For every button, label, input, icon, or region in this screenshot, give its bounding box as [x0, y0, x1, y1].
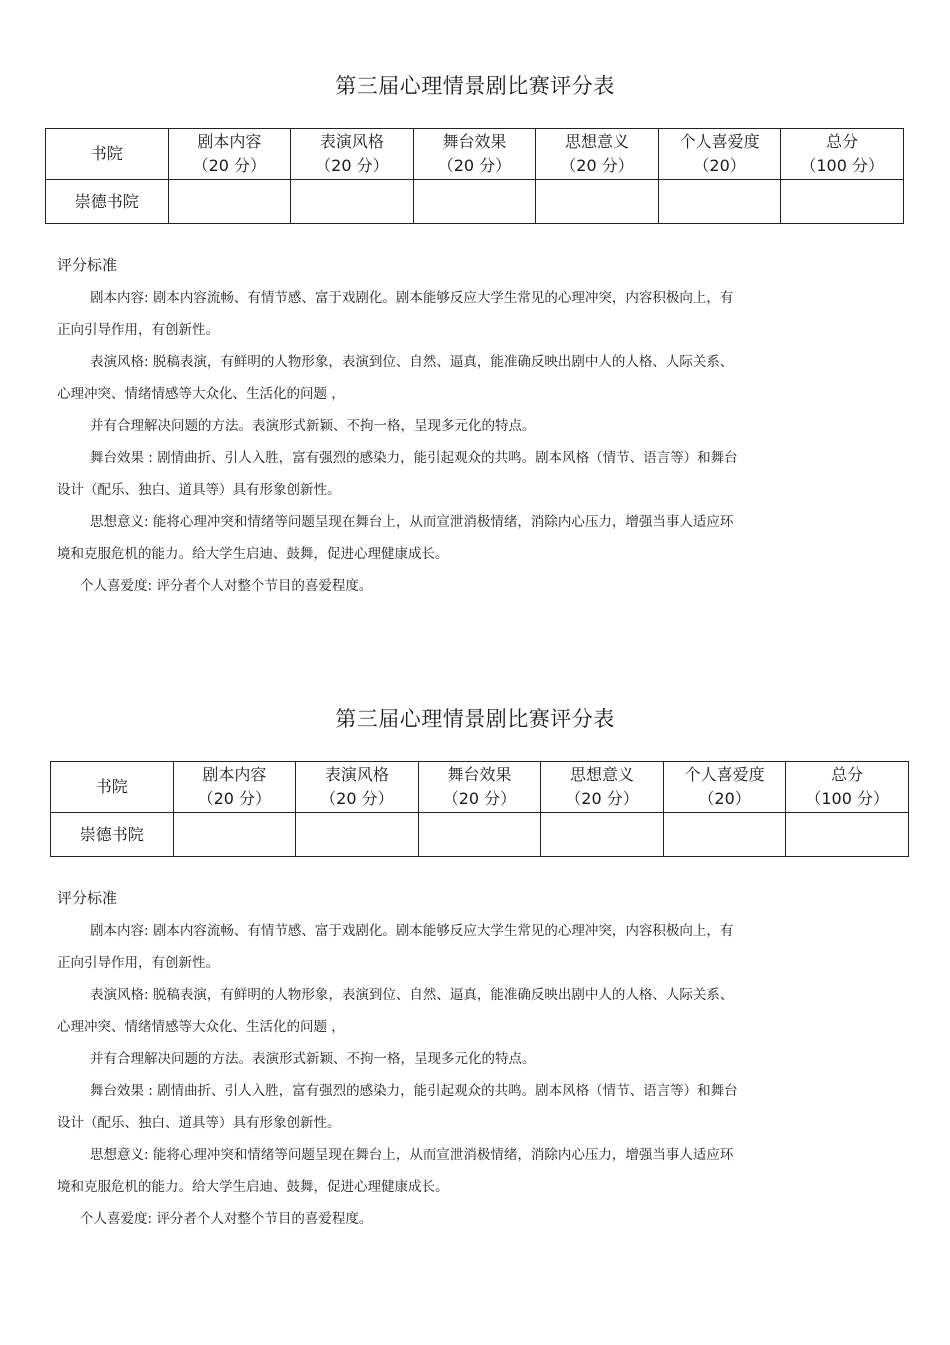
score-cell-script[interactable] [173, 813, 296, 857]
criteria-line: 正向引导作用，有创新性。 [57, 322, 219, 338]
score-cell-total[interactable] [781, 180, 904, 224]
header-meaning: 思想意义 （20 分） [536, 129, 659, 180]
score-cell-performance[interactable] [296, 813, 419, 857]
criteria-line: 表演风格: 脱稿表演，有鲜明的人物形象，表演到位、自然、逼真，能准确反映出剧中人的人格、人际关系、 [90, 987, 734, 1003]
criteria-line: 心理冲突、情绪情感等大众化、生活化的问题 ， [57, 1019, 345, 1035]
criteria-line: 并有合理解决问题的方法。表演形式新颖、不拘一格，呈现多元化的特点。 [90, 418, 536, 434]
criteria-line: 思想意义: 能将心理冲突和情绪等问题呈现在舞台上，从而宣泄消极情绪，消除内心压力，增强当事人适应环 [90, 1147, 734, 1163]
criteria-line: 心理冲突、情绪情感等大众化、生活化的问题 ， [57, 386, 345, 402]
score-cell-preference[interactable] [663, 813, 786, 857]
header-performance: 表演风格 （20 分） [291, 129, 414, 180]
header-script: 剧本内容 （20 分） [173, 762, 296, 813]
table-row [46, 180, 904, 224]
criteria-line: 剧本内容: 剧本内容流畅、有情节感、富于戏剧化。剧本能够反应大学生常见的心理冲突，内容积极向上，有 [90, 290, 734, 306]
score-cell-total[interactable] [786, 813, 909, 857]
score-cell-meaning[interactable] [541, 813, 664, 857]
header-college: 书院 [51, 762, 174, 813]
criteria-line: 个人喜爱度: 评分者个人对整个节目的喜爱程度。 [80, 578, 373, 594]
header-stage: 舞台效果 （20 分） [413, 129, 536, 180]
criteria-line: 设计（配乐、独白、道具等）具有形象创新性。 [57, 1115, 341, 1131]
criteria-line: 个人喜爱度: 评分者个人对整个节目的喜爱程度。 [80, 1211, 373, 1227]
table-header-row [51, 762, 909, 813]
header-script: 剧本内容 （20 分） [168, 129, 291, 180]
score-table [50, 761, 909, 857]
criteria-heading: 评分标准 [57, 889, 118, 907]
table-row [51, 813, 909, 857]
criteria-line: 舞台效果 : 剧情曲折、引人入胜，富有强烈的感染力，能引起观众的共鸣。剧本风格（情节、语言等）和舞台 [90, 450, 738, 466]
score-cell-script[interactable] [168, 180, 291, 224]
header-meaning: 思想意义 （20 分） [541, 762, 664, 813]
score-cell-performance[interactable] [291, 180, 414, 224]
header-total: 总分 （100 分） [786, 762, 909, 813]
score-cell-stage[interactable] [413, 180, 536, 224]
criteria-line: 思想意义: 能将心理冲突和情绪等问题呈现在舞台上，从而宣泄消极情绪，消除内心压力，增强当事人适应环 [90, 514, 734, 530]
college-cell: 崇德书院 [46, 180, 169, 224]
page-title: 第三届心理情景剧比赛评分表 [335, 707, 615, 731]
header-performance: 表演风格 （20 分） [296, 762, 419, 813]
criteria-heading: 评分标准 [57, 256, 118, 274]
page-title: 第三届心理情景剧比赛评分表 [335, 74, 615, 98]
criteria-line: 并有合理解决问题的方法。表演形式新颖、不拘一格，呈现多元化的特点。 [90, 1051, 536, 1067]
criteria-line: 境和克服危机的能力。给大学生启迪、鼓舞，促进心理健康成长。 [57, 546, 449, 562]
criteria-line: 正向引导作用，有创新性。 [57, 955, 219, 971]
score-cell-stage[interactable] [418, 813, 541, 857]
table-header-row [46, 129, 904, 180]
header-preference: 个人喜爱度 （20） [663, 762, 786, 813]
criteria-line: 设计（配乐、独白、道具等）具有形象创新性。 [57, 482, 341, 498]
header-total: 总分 （100 分） [781, 129, 904, 180]
criteria-line: 表演风格: 脱稿表演，有鲜明的人物形象，表演到位、自然、逼真，能准确反映出剧中人的人格、人际关系、 [90, 354, 734, 370]
college-cell: 崇德书院 [51, 813, 174, 857]
header-preference: 个人喜爱度 （20） [658, 129, 781, 180]
score-cell-preference[interactable] [658, 180, 781, 224]
criteria-line: 境和克服危机的能力。给大学生启迪、鼓舞，促进心理健康成长。 [57, 1179, 449, 1195]
criteria-line: 舞台效果 : 剧情曲折、引人入胜，富有强烈的感染力，能引起观众的共鸣。剧本风格（情节、语言等）和舞台 [90, 1083, 738, 1099]
header-college: 书院 [46, 129, 169, 180]
score-cell-meaning[interactable] [536, 180, 659, 224]
score-table [45, 128, 904, 224]
criteria-line: 剧本内容: 剧本内容流畅、有情节感、富于戏剧化。剧本能够反应大学生常见的心理冲突，内容积极向上，有 [90, 923, 734, 939]
header-stage: 舞台效果 （20 分） [418, 762, 541, 813]
